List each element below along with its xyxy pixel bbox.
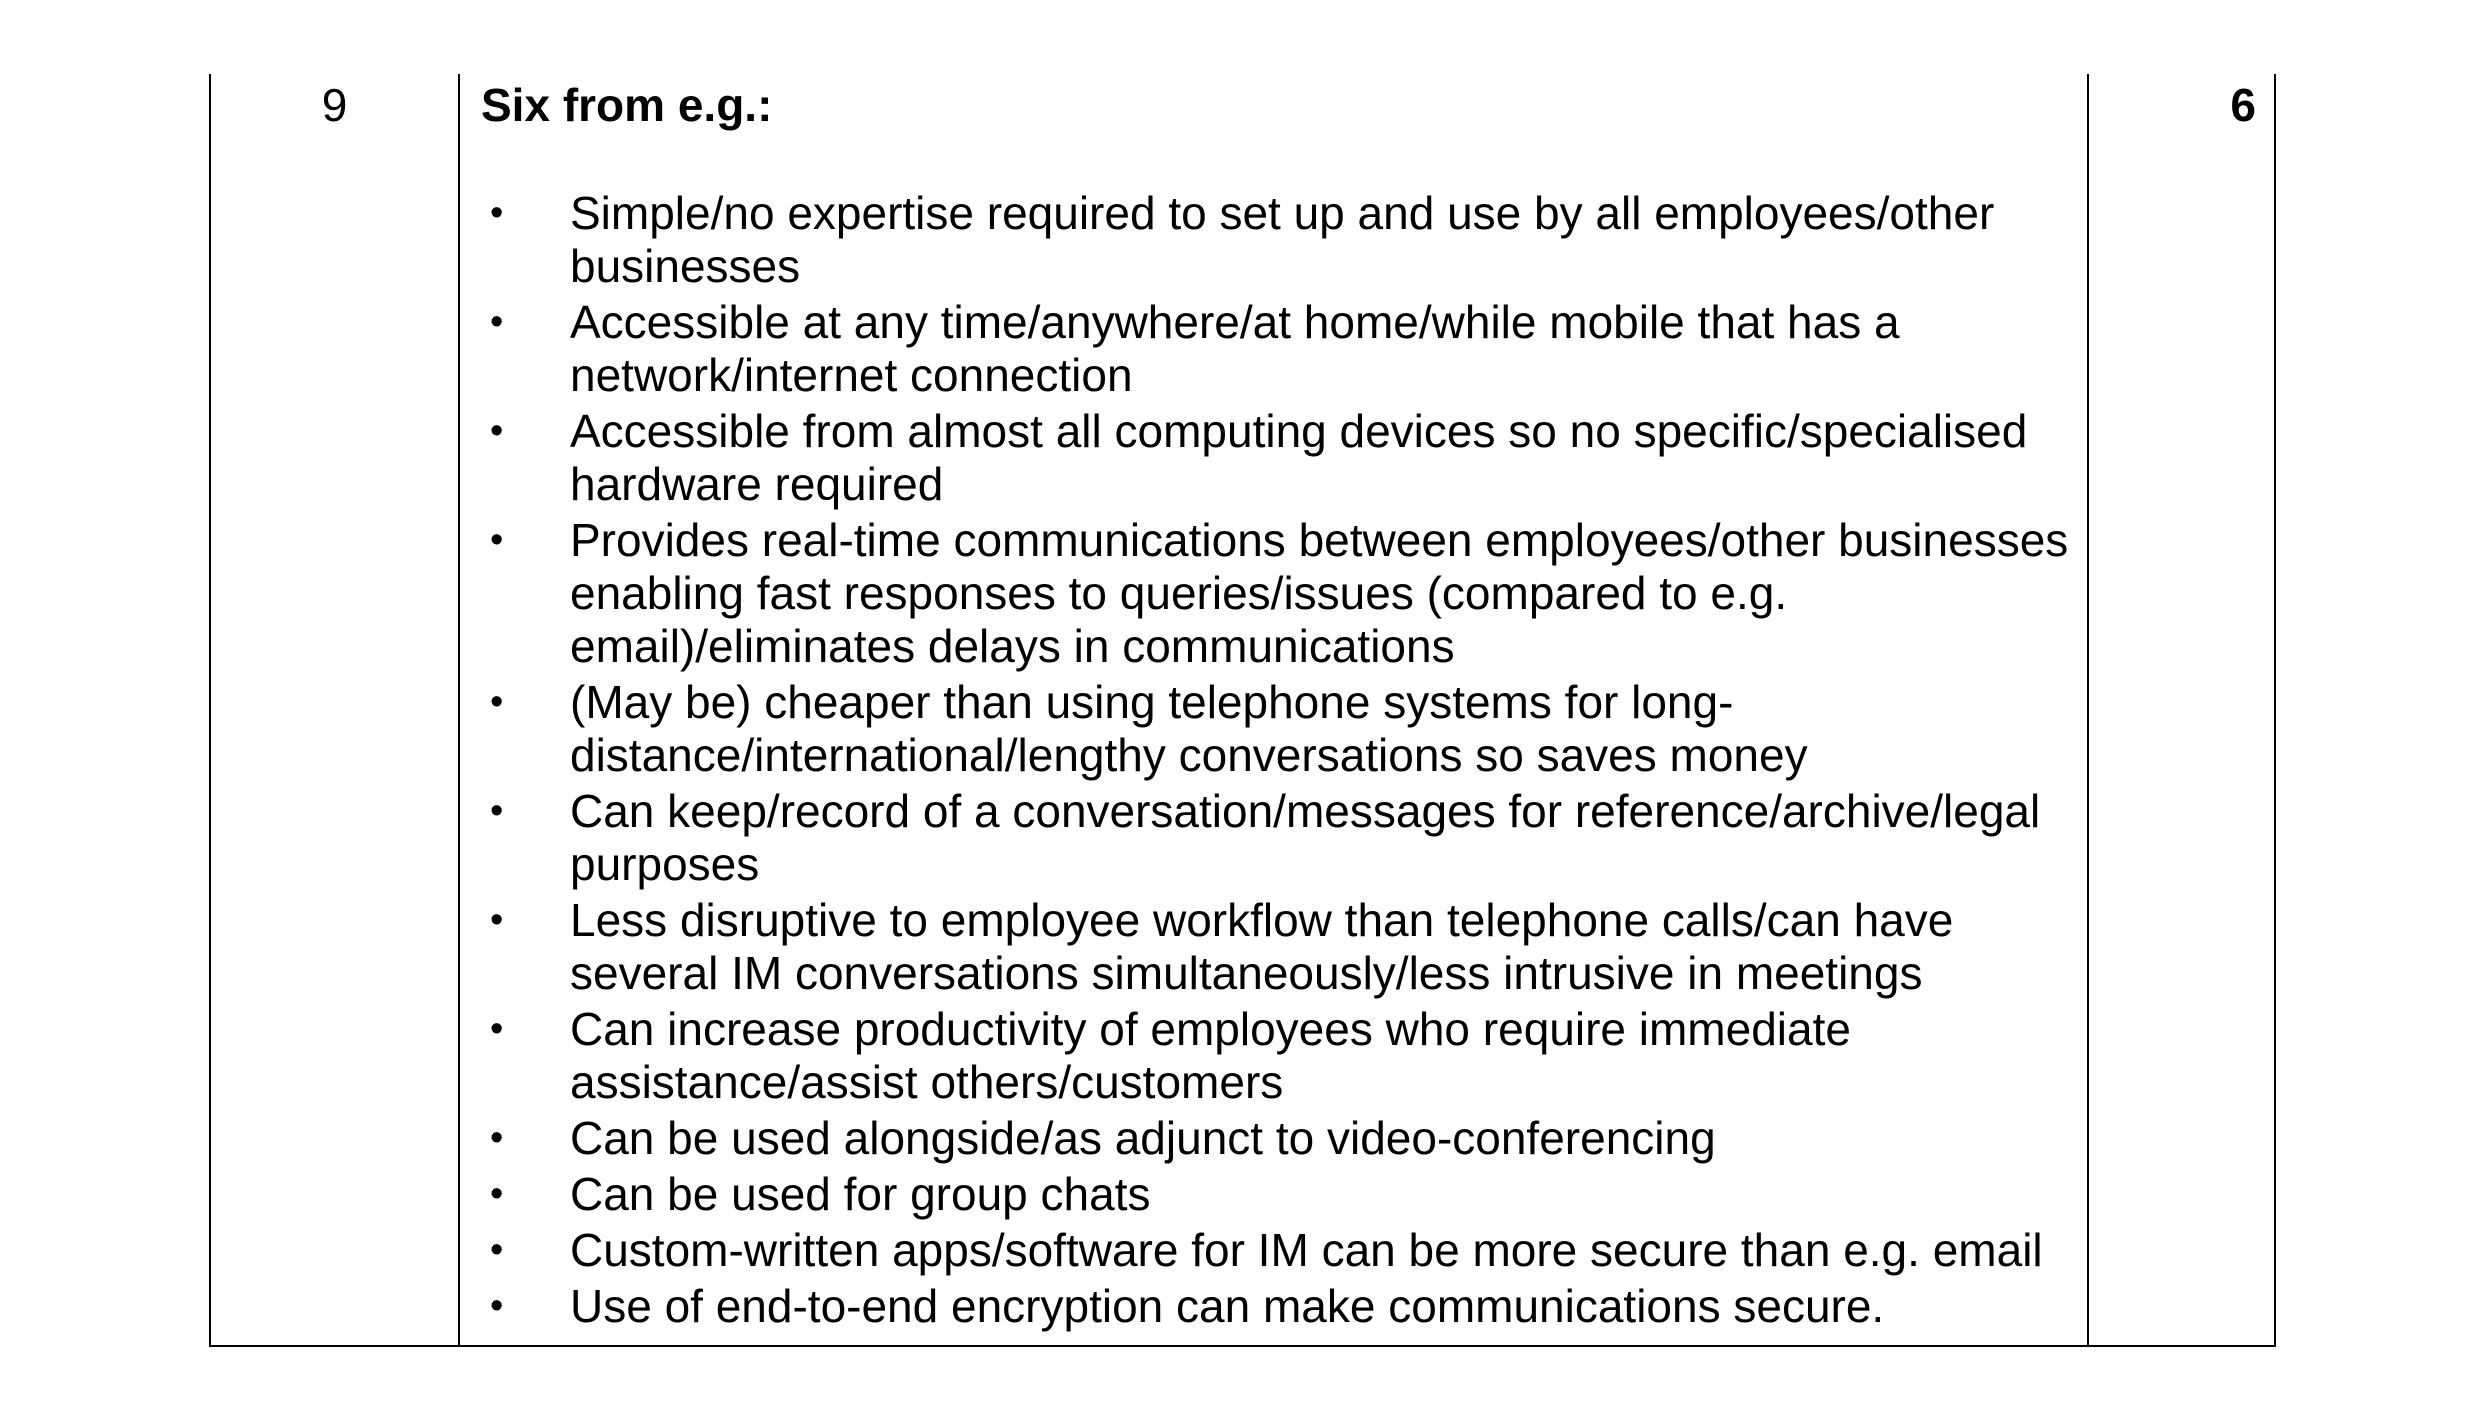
list-item (481, 1224, 2071, 1277)
answer-point: Accessible at any time/anywhere/at home/while mobile that has a network/internet connection (570, 295, 1900, 401)
bullet-icon: • (490, 1284, 504, 1327)
bullet-icon: • (490, 1172, 504, 1215)
list-item (481, 1003, 2071, 1109)
answer-point: Less disruptive to employee workflow than telephone calls/can have several IM conversations simultaneously/less intrusive in meetings (570, 893, 1954, 999)
bullet-icon: • (490, 789, 504, 832)
answer-list (481, 187, 2071, 1333)
list-item (481, 514, 2071, 673)
bullet-icon: • (490, 898, 504, 941)
bullet-icon: • (490, 409, 504, 452)
list-item (481, 894, 2071, 1000)
list-item (481, 296, 2071, 402)
answer-point: Custom-written apps/software for IM can be more secure than e.g. email (570, 1223, 2043, 1276)
bullet-icon: • (490, 518, 504, 561)
list-item (481, 1168, 2071, 1221)
column-divider (2087, 74, 2089, 1345)
answer-heading: Six from e.g.: (481, 79, 773, 131)
list-item (481, 187, 2071, 293)
answer-point: Can be used alongside/as adjunct to video-conferencing (570, 1111, 1716, 1164)
answer-point: Use of end-to-end encryption can make communications secure. (570, 1279, 1885, 1332)
answer-point: Simple/no expertise required to set up and use by all employees/other businesses (570, 186, 1995, 292)
answer-point: (May be) cheaper than using telephone systems for long-distance/international/lengthy conversations so saves money (570, 675, 1808, 781)
list-item (481, 1280, 2071, 1333)
answer-point: Can be used for group chats (570, 1167, 1151, 1220)
column-divider (458, 74, 460, 1345)
answer-point: Can keep/record of a conversation/messages for reference/archive/legal purposes (570, 784, 2041, 890)
answer-point: Can increase productivity of employees who require immediate assistance/assist others/customers (570, 1002, 1851, 1108)
bullet-icon: • (490, 300, 504, 343)
bullet-icon: • (490, 1116, 504, 1159)
bullet-icon: • (490, 1228, 504, 1271)
bullet-icon: • (490, 680, 504, 723)
bullet-icon: • (490, 1007, 504, 1050)
bullet-icon: • (490, 191, 504, 234)
answer-cell (481, 80, 2071, 1336)
marks-value: 6 (2230, 79, 2256, 131)
list-item (481, 676, 2071, 782)
list-item (481, 405, 2071, 511)
list-item (481, 785, 2071, 891)
mark-scheme-table (209, 74, 2276, 1347)
answer-point: Provides real-time communications between employees/other businesses enabling fast responses to queries/issues (compared to e.g. email)/eliminates delays in communications (570, 513, 2069, 672)
list-item (481, 1112, 2071, 1165)
question-number: 9 (321, 79, 348, 131)
answer-point: Accessible from almost all computing devices so no specific/specialised hardware required (570, 404, 2028, 510)
